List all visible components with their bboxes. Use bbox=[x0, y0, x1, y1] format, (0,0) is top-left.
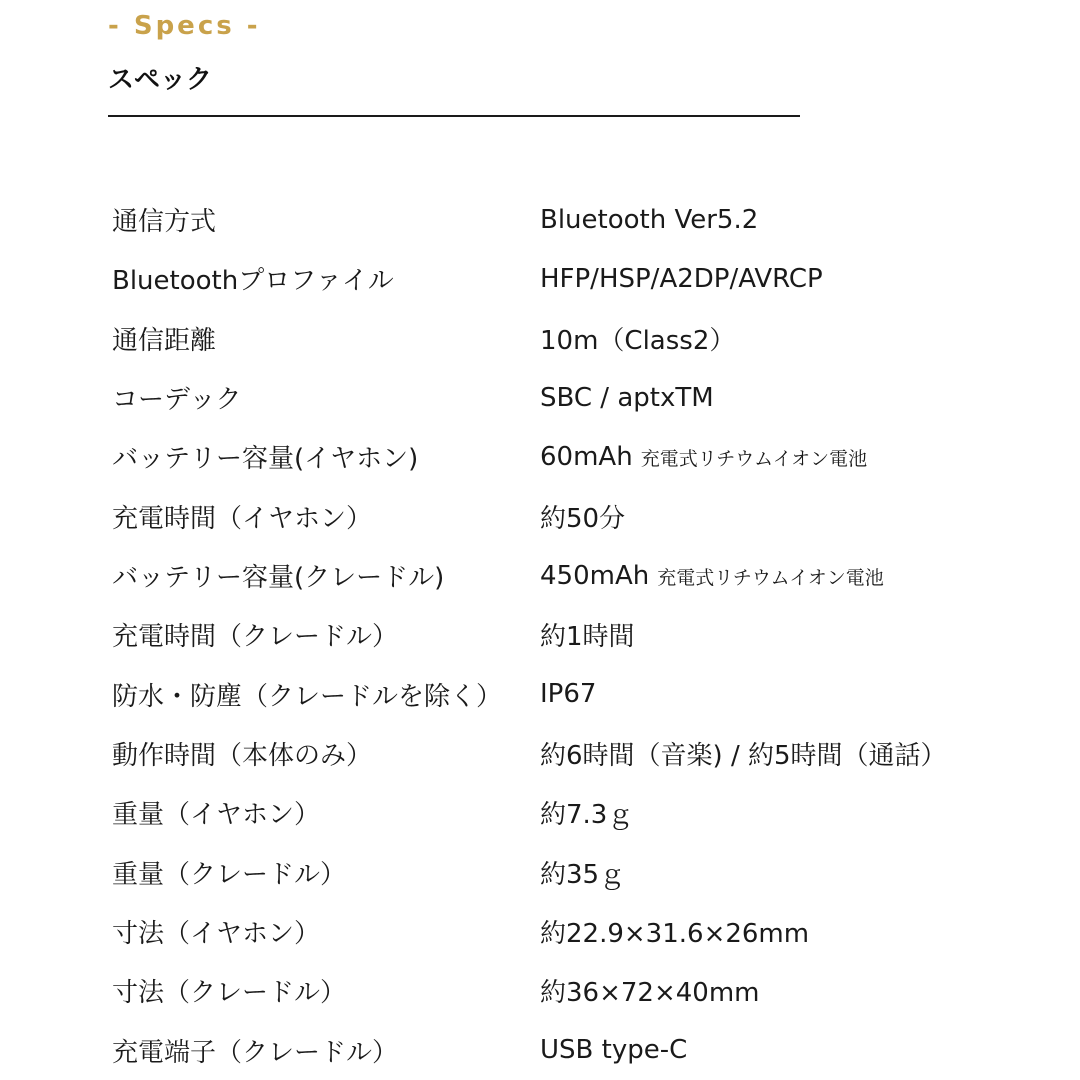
spec-row bbox=[112, 190, 1052, 249]
spec-value-cell bbox=[540, 794, 1052, 831]
spec-value: HFP/HSP/A2DP/AVRCP bbox=[540, 263, 823, 294]
spec-row bbox=[112, 843, 1052, 902]
spec-value-cell bbox=[540, 735, 1052, 772]
spec-row bbox=[112, 1021, 1052, 1080]
spec-value-cell bbox=[540, 442, 1052, 472]
spec-row bbox=[112, 368, 1052, 427]
page-title: スペック bbox=[108, 65, 213, 95]
spec-label: 充電端子（クレードル） bbox=[112, 1037, 399, 1068]
spec-row bbox=[112, 249, 1052, 308]
spec-row bbox=[112, 487, 1052, 546]
spec-label: 寸法（クレードル） bbox=[112, 978, 347, 1009]
spec-label: バッテリー容量(クレードル) bbox=[112, 563, 445, 594]
spec-value: SBC / aptxTM bbox=[540, 382, 714, 413]
spec-value: USB type-C bbox=[540, 1035, 688, 1066]
spec-value: 約36×72×40mm bbox=[540, 978, 760, 1009]
spec-label: 通信距離 bbox=[112, 325, 217, 356]
spec-label: 充電時間（イヤホン） bbox=[112, 503, 373, 534]
spec-value-cell bbox=[540, 972, 1052, 1009]
spec-value-cell bbox=[540, 854, 1052, 891]
spec-row bbox=[112, 724, 1052, 783]
spec-row bbox=[112, 902, 1052, 961]
title-divider bbox=[108, 115, 800, 117]
spec-value: Bluetooth Ver5.2 bbox=[540, 204, 759, 235]
spec-label: コーデック bbox=[112, 385, 242, 416]
spec-value: 約7.3ｇ bbox=[540, 800, 634, 831]
spec-label: Bluetoothプロファイル bbox=[112, 266, 394, 297]
spec-row bbox=[112, 783, 1052, 842]
spec-value: 約22.9×31.6×26mm bbox=[540, 919, 810, 950]
spec-value: IP67 bbox=[540, 679, 597, 710]
spec-value-cell bbox=[540, 679, 1052, 709]
spec-value-cell bbox=[540, 320, 1052, 357]
spec-label: 寸法（イヤホン） bbox=[112, 919, 321, 950]
spec-value-cell bbox=[540, 383, 1052, 413]
spec-value-note: 充電式リチウムイオン電池 bbox=[657, 566, 884, 589]
spec-value: 約6時間（音楽) / 約5時間（通話） bbox=[540, 741, 947, 772]
spec-value-cell bbox=[540, 913, 1052, 950]
spec-value: 10m（Class2） bbox=[540, 325, 736, 356]
spec-row bbox=[112, 546, 1052, 605]
spec-label: 動作時間（本体のみ） bbox=[112, 741, 373, 772]
spec-row bbox=[112, 427, 1052, 486]
spec-row bbox=[112, 309, 1052, 368]
spec-value-cell bbox=[540, 616, 1052, 653]
spec-value-cell bbox=[540, 205, 1052, 235]
spec-row bbox=[112, 605, 1052, 664]
spec-label: 防水・防塵（クレードルを除く） bbox=[112, 681, 503, 712]
spec-row bbox=[112, 665, 1052, 724]
spec-table bbox=[112, 190, 1052, 1080]
spec-value-cell bbox=[540, 1035, 1052, 1065]
spec-value: 約35ｇ bbox=[540, 859, 626, 890]
spec-label: 重量（クレードル） bbox=[112, 859, 347, 890]
spec-label: 重量（イヤホン） bbox=[112, 800, 321, 831]
spec-value-note: 充電式リチウムイオン電池 bbox=[640, 447, 868, 470]
spec-value: 450mAh bbox=[540, 560, 650, 591]
section-eyebrow: - Specs - bbox=[108, 11, 261, 41]
spec-value: 約50分 bbox=[540, 503, 626, 534]
spec-row bbox=[112, 961, 1052, 1020]
spec-value-cell bbox=[540, 264, 1052, 294]
spec-value: 60mAh bbox=[540, 441, 633, 472]
spec-label: バッテリー容量(イヤホン) bbox=[112, 444, 419, 475]
spec-label: 通信方式 bbox=[112, 207, 217, 238]
spec-label: 充電時間（クレードル） bbox=[112, 622, 399, 653]
spec-value: 約1時間 bbox=[540, 622, 635, 653]
spec-value-cell bbox=[540, 561, 1052, 591]
spec-value-cell bbox=[540, 498, 1052, 535]
